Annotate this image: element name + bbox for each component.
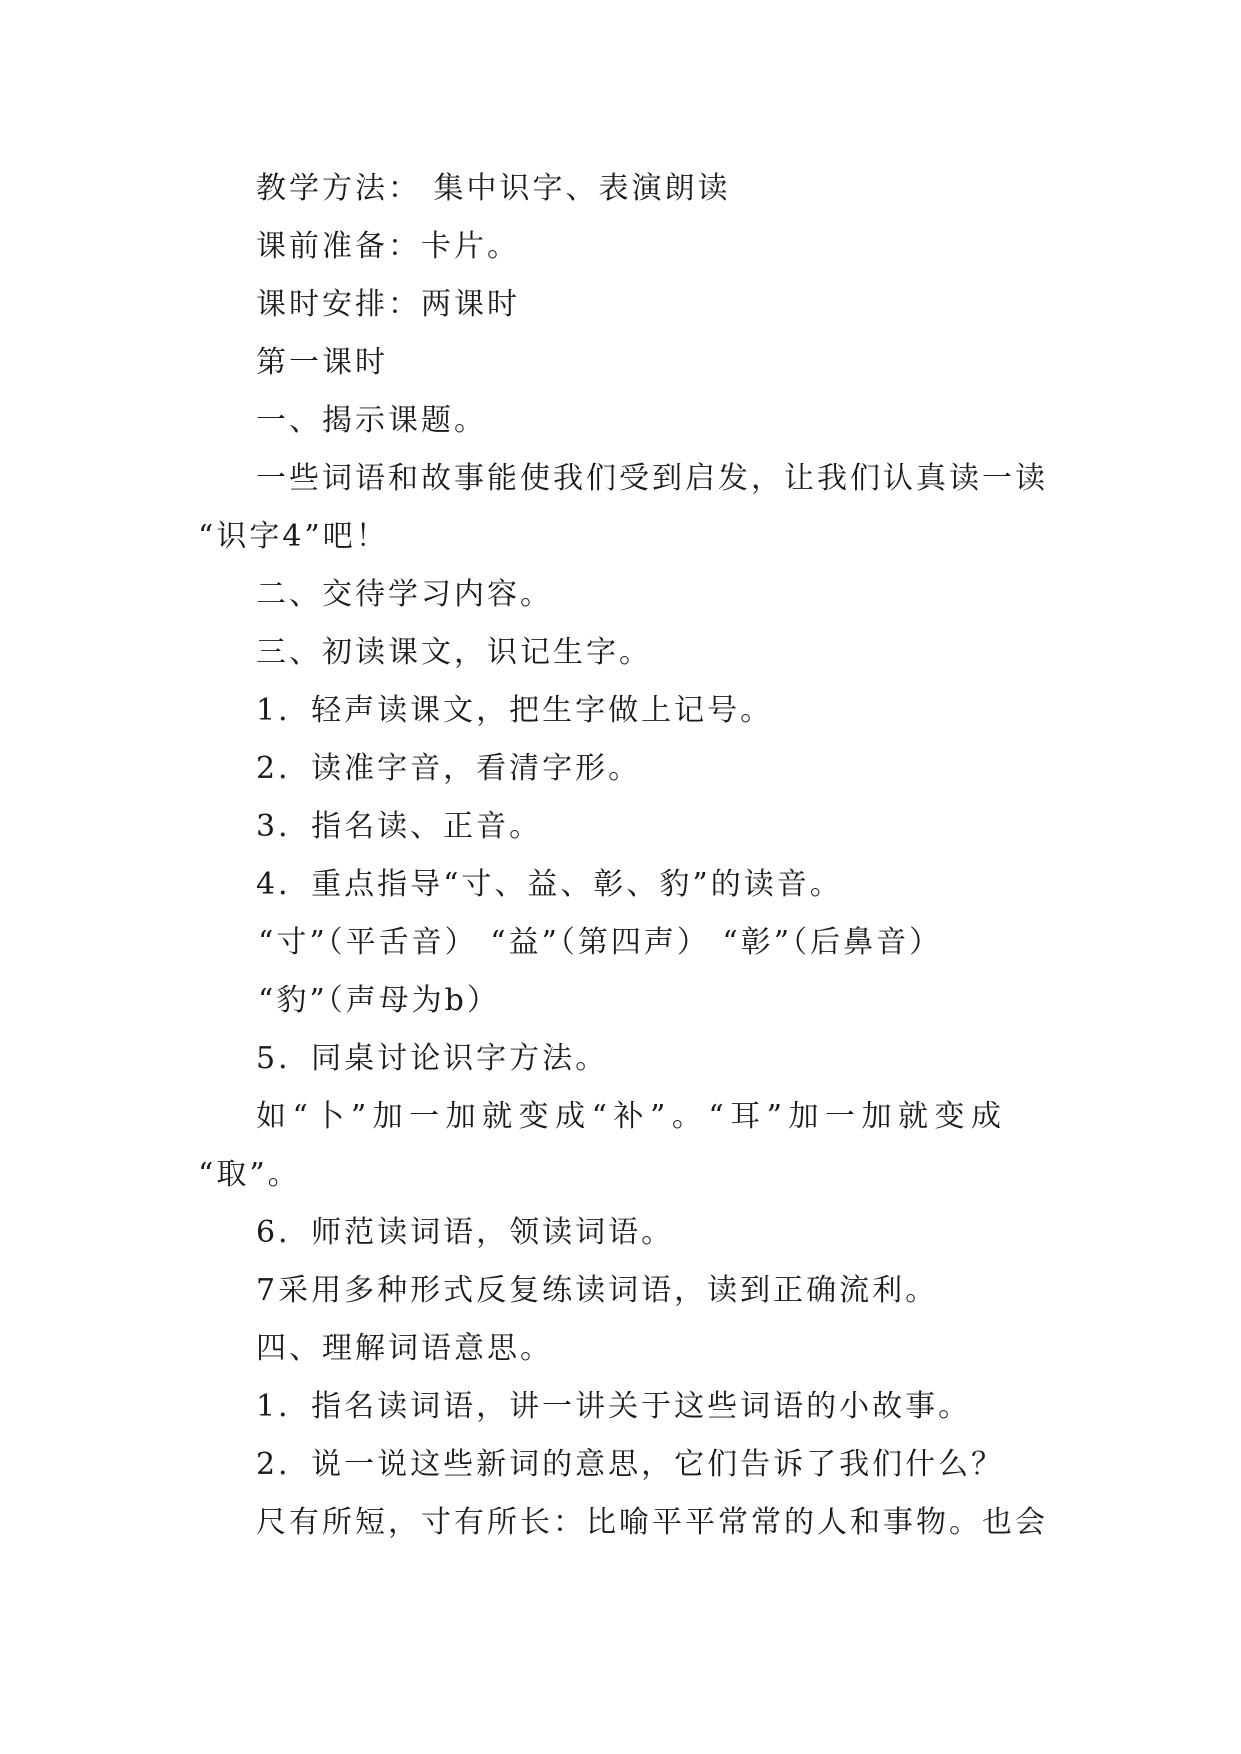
section-heading-1: 一、揭示课题。 — [256, 403, 487, 438]
teaching-method-line: 教学方法： 集中识字、表演朗读 — [256, 171, 731, 206]
list-item: 2．读准字音，看清字形。 — [256, 751, 642, 786]
list-item: 7采用多种形式反复练读词语，读到正确流利。 — [256, 1273, 939, 1308]
section-heading-3: 三、初读课文，识记生字。 — [256, 635, 652, 670]
schedule-line: 课时安排：两课时 — [256, 287, 520, 322]
list-item: 1．指名读词语，讲一讲关于这些词语的小故事。 — [256, 1389, 972, 1424]
list-item: 5．同桌讨论识字方法。 — [256, 1041, 609, 1076]
section-heading-4: 四、理解词语意思。 — [256, 1331, 553, 1366]
list-item: 2．说一说这些新词的意思，它们告诉了我们什么？ — [256, 1447, 1005, 1482]
pronunciation-notes: “豹”（声母为b） — [258, 983, 500, 1018]
pronunciation-notes: “寸”（平舌音） “益”（第四声） “彰”（后鼻音） — [258, 925, 943, 960]
preparation-line: 课前准备：卡片。 — [256, 229, 520, 264]
lesson-heading: 第一课时 — [256, 345, 388, 380]
paragraph-line: 如“卜”加一加就变成“补”。“耳”加一加就变成 — [256, 1099, 1008, 1134]
document-body — [198, 160, 1048, 1552]
paragraph-line: 尺有所短，寸有所长：比喻平平常常的人和事物。也会 — [256, 1505, 1048, 1540]
paragraph-line: “取”。 — [198, 1157, 301, 1192]
section-heading-2: 二、交待学习内容。 — [256, 577, 553, 612]
list-item: 3．指名读、正音。 — [256, 809, 543, 844]
list-item: 1．轻声读课文，把生字做上记号。 — [256, 693, 774, 728]
paragraph-line: “识字4”吧！ — [198, 519, 389, 554]
list-item: 4．重点指导“寸、益、彰、豹”的读音。 — [256, 867, 843, 902]
paragraph-line: 一些词语和故事能使我们受到启发，让我们认真读一读 — [256, 461, 1048, 496]
list-item: 6．师范读词语，领读词语。 — [256, 1215, 675, 1250]
